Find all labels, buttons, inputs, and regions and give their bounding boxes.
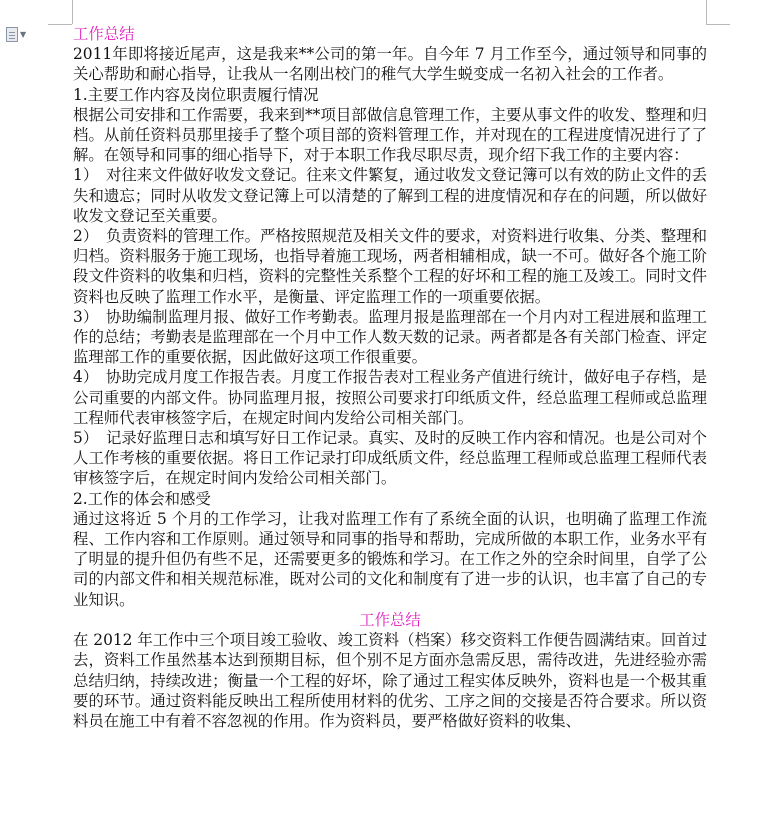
list-item: 5） 记录好监理日志和填写好日工作记录。真实、及时的反映工作内容和情况。也是公司对个人工作考核的重要依据。将日工作记录打印成纸质文件，经总监理工程师或总监理工程师代表审核签字后，在规定时间内发给公司相关部门。: [73, 429, 707, 488]
heading-experience: 2.工作的体会和感受: [73, 489, 211, 508]
list-item: 3） 协助编制监理月报、做好工作考勤表。监理月报是监理部在一个月内对工程进展和监理工作的总结；考勤表是监理部在一个月中工作人数天数的记录。两者都是各有关部门检查、评定监理部工作的重要依据，因此做好这项工作很重要。: [73, 307, 707, 367]
intro-paragraph: 2011年即将接近尾声，这是我来**公司的第一年。自今年 7 月工作至今，通过领导和同事的关心帮助和耐心指导，让我从一名刚出校门的稚气大学生蜕变成一名初入社会的工作者。: [73, 45, 707, 84]
section-title-2: 工作总结: [359, 610, 421, 629]
document-body[interactable]: [73, 24, 707, 731]
page-corner-mark-top-left: [72, 0, 73, 24]
summary-paragraph: 在 2012 年工作中三个项目竣工验收、竣工资料（档案）移交资料工作便告圆满结束。回首过去，资料工作虽然基本达到预期目标，但个别不足方面亦急需反思，需待改进，先进经验亦需总结归纳，持续改进；衡量一个工程的好坏，除了通过工程实体反映外，资料也是一个极其重要的环节。通过资料能反映出工程所使用材料的优劣、工序之间的交接是否符合要求。所以资料员在施工中有着不容忽视的作用。作为资料员，要严格做好资料的收集、: [73, 631, 707, 730]
experience-paragraph: 通过这将近 5 个月的工作学习，让我对监理工作有了系统全面的认识，也明确了监理工作流程、工作内容和工作原则。通过领导和同事的指导和帮助，完成所做的本职工作，业务水平有了明显的提升但仍有些不足，还需要更多的锻炼和学习。在工作之外的空余时间里，自学了公司的内部文件和相关规范标准，既对公司的文化和制度有了进一步的认识，也丰富了自己的专业知识。: [73, 509, 707, 609]
document-icon: [6, 27, 18, 42]
chevron-down-icon: ▼: [20, 29, 27, 39]
list-item: 2） 负责资料的管理工作。严格按照规范及相关文件的要求，对资料进行收集、分类、整理和归档。资料服务于施工现场，也指导着施工现场，两者相辅相成，缺一不可。做好各个施工阶段文件资料的收集和归档，资料的完整性关系整个工程的好坏和工程的施工及竣工。同时文件资料也反映了监理工作水平，是衡量、评定监理工作的一项重要依据。: [73, 227, 707, 306]
list-item: 1） 对往来文件做好收发文登记。往来文件繁复，通过收发文登记簿可以有效的防止文件的丢失和遗忘；同时从收发文登记簿上可以清楚的了解到工程的进度情况和存在的问题，所以做好收发文登记至关重要。: [73, 166, 707, 225]
section-title-1: 工作总结: [73, 25, 135, 43]
page-corner-mark-top-right-h: [706, 24, 730, 25]
list-item: 4） 协助完成月度工作报告表。月度工作报告表对工程业务产值进行统计，做好电子存档，是公司重要的内部文件。协同监理月报，按照公司要求打印纸质文件，经总监理工程师或总监理工程师代表审核签字后，在规定时间内发给公司相关部门。: [73, 368, 707, 427]
page-corner-mark-top-right: [706, 0, 707, 24]
heading-main-duties: 1.主要工作内容及岗位职责履行情况: [73, 85, 319, 104]
paragraph-options-button[interactable]: [6, 26, 34, 42]
page-corner-mark-top-left-h: [48, 24, 72, 25]
duties-paragraph: 根据公司安排和工作需要，我来到**项目部做信息管理工作，主要从事文件的收发、整理和归档。从前任资料员那里接手了整个项目部的资料管理工作，并对现在的工程进度情况进行了了解。在领导和同事的细心指导下，对于本职工作我尽职尽责，现介绍下我工作的主要内容：: [73, 105, 707, 165]
